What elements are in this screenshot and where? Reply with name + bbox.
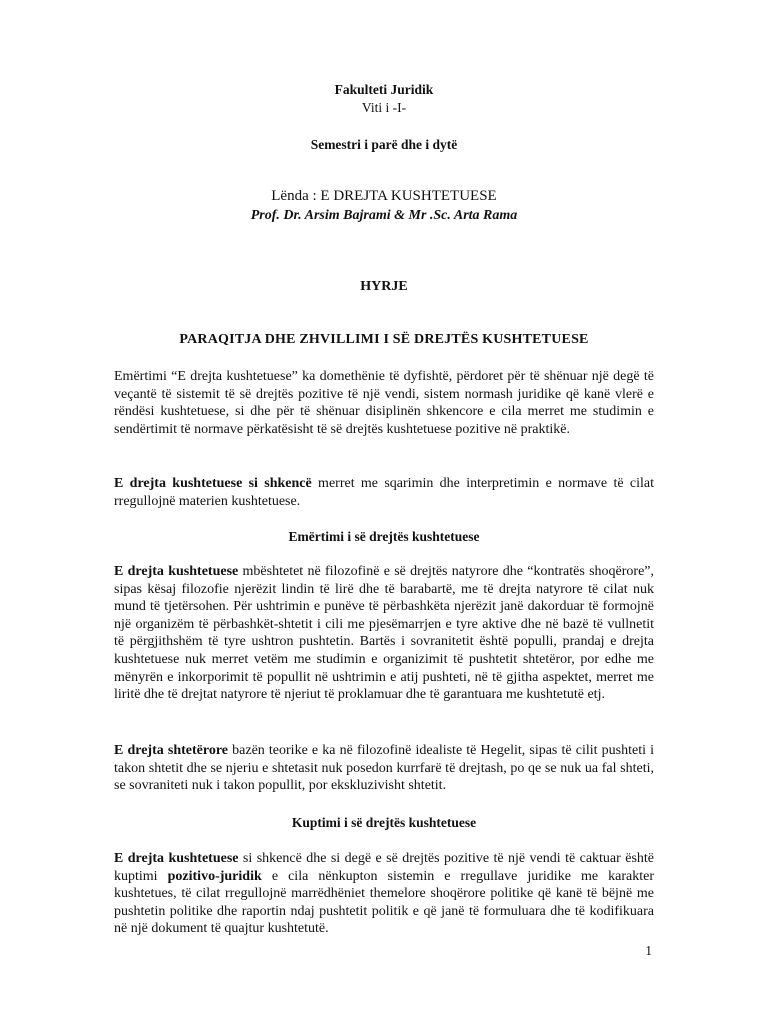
term-bold: pozitivo-juridik (167, 868, 262, 884)
paragraph-science (114, 475, 654, 510)
term-bold: E drejta shtetërore (114, 743, 229, 758)
paragraph-text: e cila nënkupton sistemin e rregullave juridike me karakter kushtetues, të cilat rregullojnë marrëdhëniet themelore shoqërore politike që kanë të bëjnë me pushtetin politike dhe raportin ndaj pushtetit politik e që janë të formuluara dhe të kodifikuara në një dokument të quajtur kushtetutë. (114, 868, 654, 937)
paragraph-text: merret me sqarimin dhe interpretimin e normave të cilat rregullojnë materien kushtetuese. (114, 476, 655, 509)
subheading-meaning: Kuptimi i së drejtës kushtetuese (291, 815, 477, 830)
paragraph-text: bazën teorike e ka në filozofinë idealiste të Hegelit, sipas të cilit pushteti i takon shtetit dhe se njeriu e shtetasit nuk posedon kurrfarë të drejtash, po qe se nuk ua fal shteti, se sovraniteti nuk i takon popullit, por ekskluzivisht shtetit. (114, 743, 654, 794)
paragraph-text: si shkencë dhe si degë e së drejtës pozitive të një vendi të caktuar është kuptimi (114, 851, 654, 884)
chapter-heading: PARAQITJA DHE ZHVILLIMI I SË DREJTËS KUSHTETUESE (179, 332, 589, 347)
study-year: Viti i -I- (361, 100, 407, 115)
page-number: 1 (645, 943, 652, 958)
semester-label: Semestri i parë dhe i dytë (310, 137, 458, 152)
paragraph-definition: Emërtimi “E drejta kushtetuese” ka domethënie të dyfishtë, përdoret për të shënuar një degë të veçantë të sistemit të së drejtës pozitive të një vendi, sistem normash juridike që kanë vlerë e rëndësi kushtetuese, si dhe për të shënuar disiplinën shkencore e cila merret me studimin e sendërtimit të normave përkatësisht të së drejtës kushtetuese pozitive në praktikë. (114, 369, 654, 437)
professors-line: Prof. Dr. Arsim Bajrami & Mr .Sc. Arta Rama (250, 208, 518, 223)
paragraph-text: mbështetet në filozofinë e së drejtës natyrore dhe “kontratës shoqërore”, sipas kësaj filozofie njerëzit lindin të lirë dhe të barabartë, me të drejta natyrore të cilat nuk mund të tjetërsohen. Për ushtrimin e punëve të përbashkëta njerëzit janë dakorduar të formojnë një organizëm të përbashkët-shtetit i cili me pjesëmarrjen e tyre aktive dhe në bazë të vullnetit të përgjithshëm të tyre ushtron pushtetin. Bartës i sovranitetit është populli, prandaj e drejta kushtetuese nuk merret vetëm me studimin e organizimit të pushtetit shtetëror, por edhe me mënyrën e inkorporimit të popullit në ushtrimin e atij pushteti, në të gjitha aspektet, merret me liritë dhe të drejtat natyrore të njeriut të proklamuar dhe të garantuara me kushtetutë etj. (114, 564, 654, 703)
term-bold: E drejta kushtetuese (114, 851, 239, 866)
term-bold: E drejta kushtetuese (114, 564, 239, 579)
paragraph-natural-law (114, 563, 654, 704)
paragraph-state-law (114, 742, 654, 795)
subheading-naming: Emërtimi i së drejtës kushtetuese (288, 529, 480, 544)
faculty-name: Fakulteti Juridik (334, 82, 434, 97)
subject-title: Lënda : E DREJTA KUSHTETUESE (271, 188, 497, 204)
intro-heading: HYRJE (360, 279, 408, 294)
term-bold: E drejta kushtetuese si shkencë (114, 476, 312, 491)
paragraph-positive-law (114, 850, 654, 938)
